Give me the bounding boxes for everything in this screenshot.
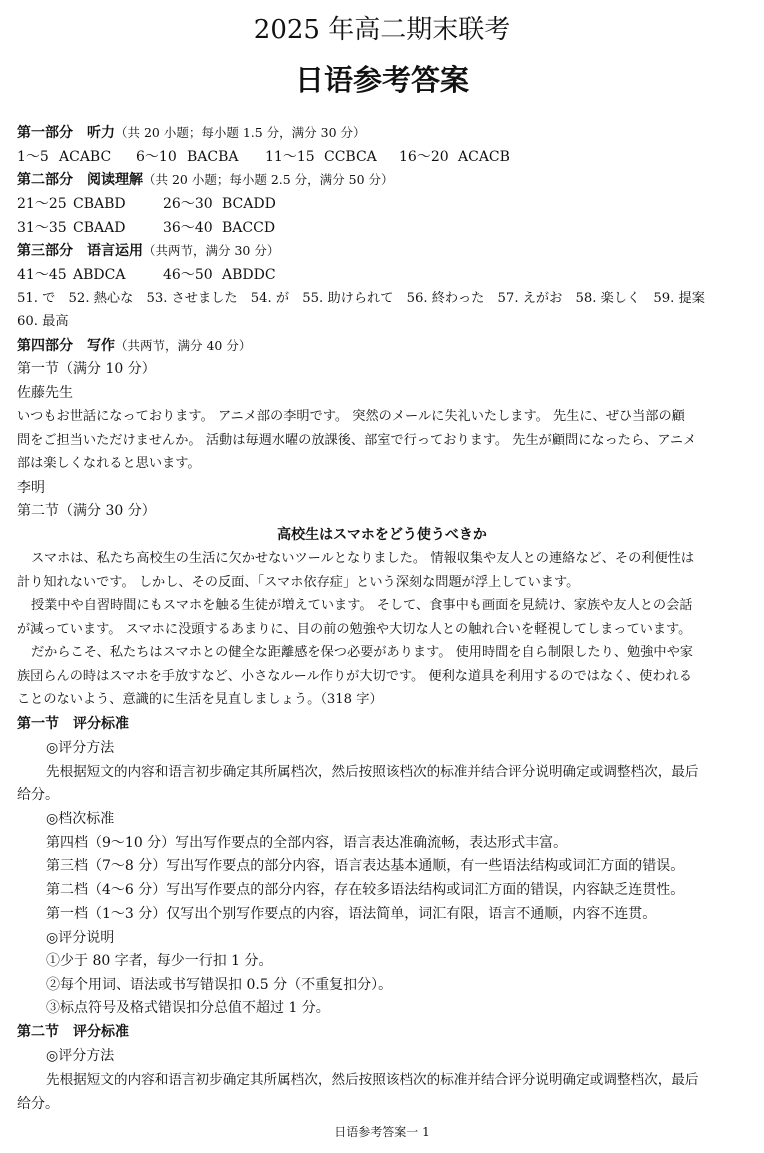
scoring2-method-line: 给分。: [17, 1096, 59, 1112]
answer-range: 26～30: [163, 196, 213, 212]
scoring1-method-line: 先根据短文的内容和语言初步确定其所属档次，然后按照该档次的标准并结合评分说明确定或调整档次，最后: [46, 764, 699, 780]
part3-note: （共两节，满分 30 分）: [143, 243, 280, 258]
scoring2-method-line: 先根据短文的内容和语言初步确定其所属档次，然后按照该档次的标准并结合评分说明确定或调整档次，最后: [46, 1072, 699, 1088]
answer-range: 21～25: [17, 196, 67, 212]
letter-line: いつもお世話になっております。 アニメ部の李明です。 突然のメールに失礼いたします。 先生に、ぜひ当部の顧: [17, 409, 685, 424]
section1-label: 第一节（满分 10 分）: [17, 361, 156, 377]
answer-range: 46～50: [163, 267, 213, 283]
part3-answers: [17, 263, 750, 287]
answer-letters: ACABC: [59, 149, 112, 165]
answer-letters: BCADD: [222, 196, 276, 212]
scoring-note: ②每个用词、语法或书写错误扣 0.5 分（不重复扣分）。: [46, 977, 393, 993]
answer-letters: ACACB: [458, 149, 510, 165]
answer-range: 41～45: [17, 267, 67, 283]
grade-item: 第四档（9～10 分）写出写作要点的全部内容，语言表达准确流畅，表达形式丰富。: [46, 835, 568, 851]
grade-item: 第二档（4～6 分）写出写作要点的部分内容，存在较多语法结构或词汇方面的错误，内容缺乏连贯性。: [46, 882, 685, 898]
exam-title: 2025 年高二期末联考: [253, 15, 511, 45]
scoring1-method-line: 给分。: [17, 787, 59, 803]
scoring-note: ①少于 80 字者，每少一行扣 1 分。: [46, 953, 273, 969]
part3-fill-line1: 51. で 52. 熱心な 53. させました 54. が 55. 助けられて 56. 終わった 57. えがお 58. 楽しく 59. 提案: [17, 291, 705, 306]
essay-line: スマホは、私たち高校生の生活に欠かせないツールとなりました。 情報収集や友人との連絡など、その利便性は: [31, 551, 695, 566]
scoring2-method-label: ◎评分方法: [46, 1048, 115, 1064]
scoring1-heading: 第一节 评分标准: [17, 716, 129, 732]
grade-item: 第三档（7～8 分）写出写作要点的部分内容，语言表达基本通顺，有一些语法结构或词汇方面的错误。: [46, 858, 685, 874]
part3-header: [17, 239, 750, 263]
essay-line: だからこそ、私たちはスマホとの健全な距離感を保つ必要があります。 使用時間を自ら制限したり、勉強中や家: [31, 645, 693, 660]
answer-range: 1～5: [17, 149, 49, 165]
subject-title: 日语参考答案: [294, 63, 469, 97]
answer-range: 31～35: [17, 220, 67, 236]
part1-header: [17, 121, 750, 145]
essay-line: 授業中や自習時間にもスマホを触る生徒が増えています。 そして、食事中も画面を見続け、家族や友人との会話: [31, 598, 693, 613]
answer-range: 6～10: [136, 149, 177, 165]
part2-note: （共 20 小题；每小题 2.5 分，满分 50 分）: [143, 172, 394, 187]
essay-line: 計り知れないです。 しかし、その反面、「スマホ依存症」という深刻な問題が浮上しています。: [17, 575, 580, 590]
part2-header: [17, 168, 750, 192]
part2-answers-row2: [17, 216, 750, 240]
scoring1-grade-label: ◎档次标准: [46, 811, 115, 827]
letter-signature: 李明: [17, 480, 45, 496]
part4-header: [17, 334, 750, 358]
essay-line: が減っています。 スマホに没頭するあまりに、目の前の勉強や大切な人との触れ合いを軽視してしまっています。: [17, 622, 692, 637]
scoring1-method-label: ◎评分方法: [46, 740, 115, 756]
scoring2-heading: 第二节 评分标准: [17, 1024, 129, 1040]
part3-heading: 第三部分 语言运用: [17, 243, 143, 259]
answer-letters: CCBCA: [324, 149, 377, 165]
part2-heading: 第二部分 阅读理解: [17, 172, 143, 188]
answer-range: 36～40: [163, 220, 213, 236]
answer-letters: ABDCA: [73, 267, 126, 283]
scoring-note: ③标点符号及格式错误扣分总值不超过 1 分。: [46, 1000, 330, 1016]
letter-line: 部は楽しくなれると思います。: [17, 456, 201, 471]
part3-fill-line2: 60. 最高: [17, 314, 69, 329]
answer-letters: BACBA: [187, 149, 239, 165]
part1-heading: 第一部分 听力: [17, 125, 115, 141]
part4-heading: 第四部分 写作: [17, 338, 115, 354]
essay-line: 族団らんの時はスマホを手放すなど、小さなルール作りが大切です。 便利な道具を利用するのではなく、使われる: [17, 669, 692, 684]
part4-note: （共两节，满分 40 分）: [115, 338, 252, 353]
answer-range: 16～20: [399, 149, 449, 165]
essay-line: ことのないよう、意識的に生活を見直しましょう。（318 字）: [17, 692, 383, 707]
part2-answers-row1: [17, 192, 750, 216]
answer-letters: ABDDC: [222, 267, 276, 283]
letter-line: 問をご担当いただけませんか。 活動は毎週水曜の放課後、部室で行っております。 先生が顧問になったら、アニメ: [17, 433, 697, 448]
page-footer: 日语参考答案一 1: [334, 1125, 430, 1139]
part1-note: （共 20 小题；每小题 1.5 分，满分 30 分）: [115, 125, 366, 140]
essay-title: 高校生はスマホをどう使うべきか: [277, 527, 487, 543]
part1-answers: [17, 145, 750, 169]
answer-letters: CBAAD: [73, 220, 126, 236]
answer-range: 11～15: [265, 149, 315, 165]
scoring1-notes-label: ◎评分说明: [46, 930, 115, 946]
grade-item: 第一档（1～3 分）仅写出个别写作要点的内容，语法简单，词汇有限，语言不通顺，内容不连贯。: [46, 906, 657, 922]
answer-letters: CBABD: [73, 196, 126, 212]
section2-label: 第二节（满分 30 分）: [17, 503, 156, 519]
answer-letters: BACCD: [222, 220, 276, 236]
letter-salutation: 佐藤先生: [17, 385, 73, 401]
